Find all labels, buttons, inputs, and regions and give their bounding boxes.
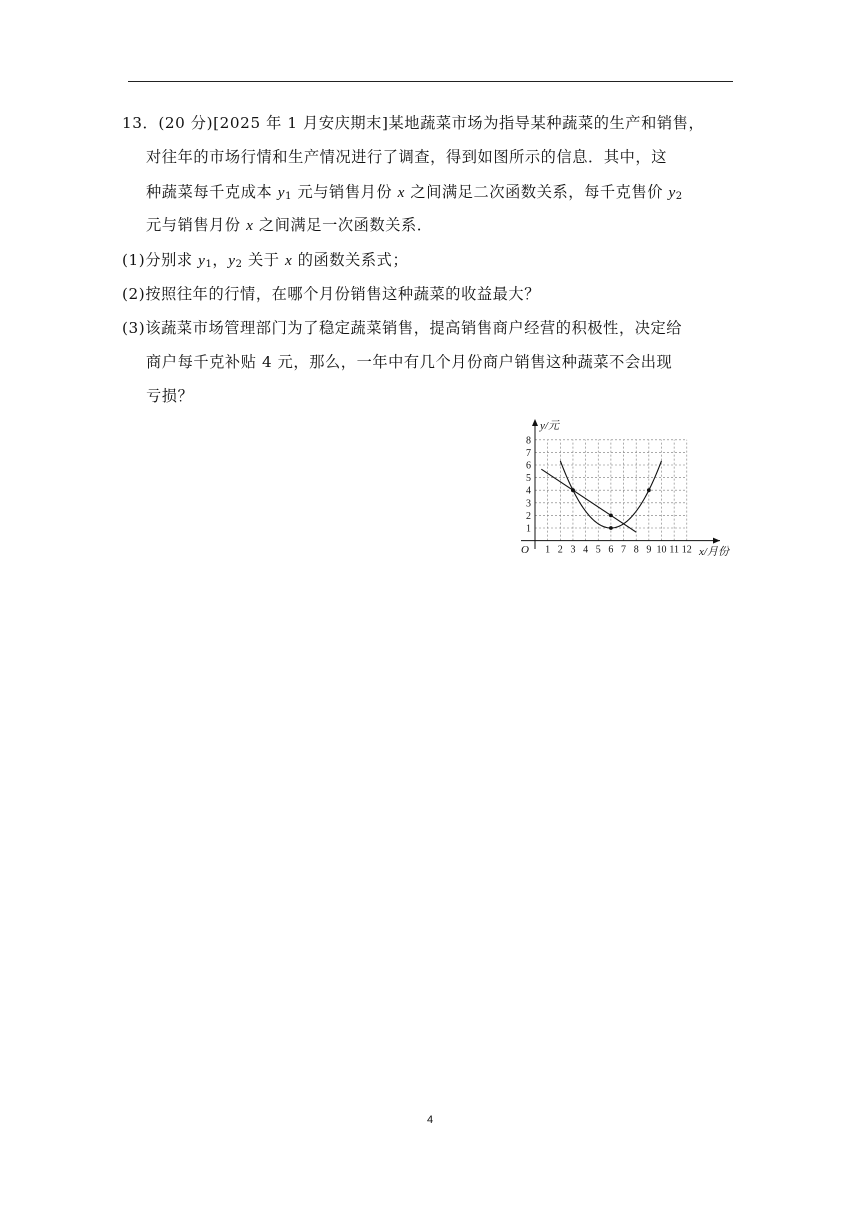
graph-curves [541,461,661,532]
problem-score: (20 分) [158,114,214,132]
problem-line-3: 种蔬菜每千克成本 $y_1$ 元与销售月份 x 之间满足二次函数关系，每千克售价 $y_2$ [146,183,683,202]
y-axis-arrow [532,419,538,426]
x-tick-label: 6 [608,544,614,556]
x-tick-label: 2 [557,544,563,556]
x-tick-label: 4 [583,544,589,556]
question-3-line-2: 商户每千克补贴 4 元，那么，一年中有几个月份商户销售这种蔬菜不会出现 [146,353,673,371]
x-tick-label: 3 [570,544,576,556]
origin-label: O [521,544,529,556]
top-rule [128,81,733,82]
data-point [571,488,575,492]
y-axis-label: y/元 [540,420,559,432]
function-graph [510,414,740,564]
y-tick-label: 4 [526,485,531,497]
problem-number: 13． [122,114,159,132]
graph-grid [535,440,687,541]
x-tick-label: 1 [545,544,551,556]
y-tick-label: 2 [526,510,531,522]
y-tick-label: 3 [526,498,531,510]
y-tick-label: 6 [526,460,531,472]
x-tick-label: 8 [633,544,639,556]
question-3-line-3: 亏损？ [146,387,194,405]
x-tick-label: 7 [621,544,627,556]
x-tick-labels [545,545,692,556]
x-axis-arrow [713,538,720,544]
y-tick-label: 5 [526,473,531,485]
x-tick-label: 10 [656,544,667,556]
question-3-line-1: (3)该蔬菜市场管理部门为了稳定蔬菜销售，提高销售商户经营的积极性，决定给 [122,319,683,337]
y-tick-labels [526,435,531,534]
y-tick-label: 8 [526,435,531,447]
x-tick-label: 5 [595,544,601,556]
problem-line-2: 对往年的市场行情和生产情况进行了调查，得到如图所示的信息．其中，这 [146,148,667,166]
x-axis-label: x/月份 [699,546,729,558]
data-point [647,488,651,492]
question-1: (1)分别求 $y_1$，$y_2$ 关于 x 的函数关系式； [122,251,409,270]
problem-source: [2025 年 1 月安庆期末] [213,114,389,132]
x-tick-label: 9 [646,544,652,556]
y-tick-label: 7 [526,447,531,459]
problem-line-1: 13．(20 分)[2025 年 1 月安庆期末]某地蔬菜市场为指导某种蔬菜的生产和销售， [122,114,705,132]
data-point [609,526,613,530]
question-2: (2)按照往年的行情，在哪个月份销售这种蔬菜的收益最大？ [122,285,541,303]
data-point [609,514,613,518]
page-number: 4 [426,1114,434,1126]
problem-line-4: 元与销售月份 x 之间满足一次函数关系． [146,216,433,234]
x-tick-label: 12 [681,544,692,556]
price-line-y2 [541,469,636,532]
y-tick-label: 1 [526,523,531,535]
x-tick-label: 11 [669,544,679,556]
